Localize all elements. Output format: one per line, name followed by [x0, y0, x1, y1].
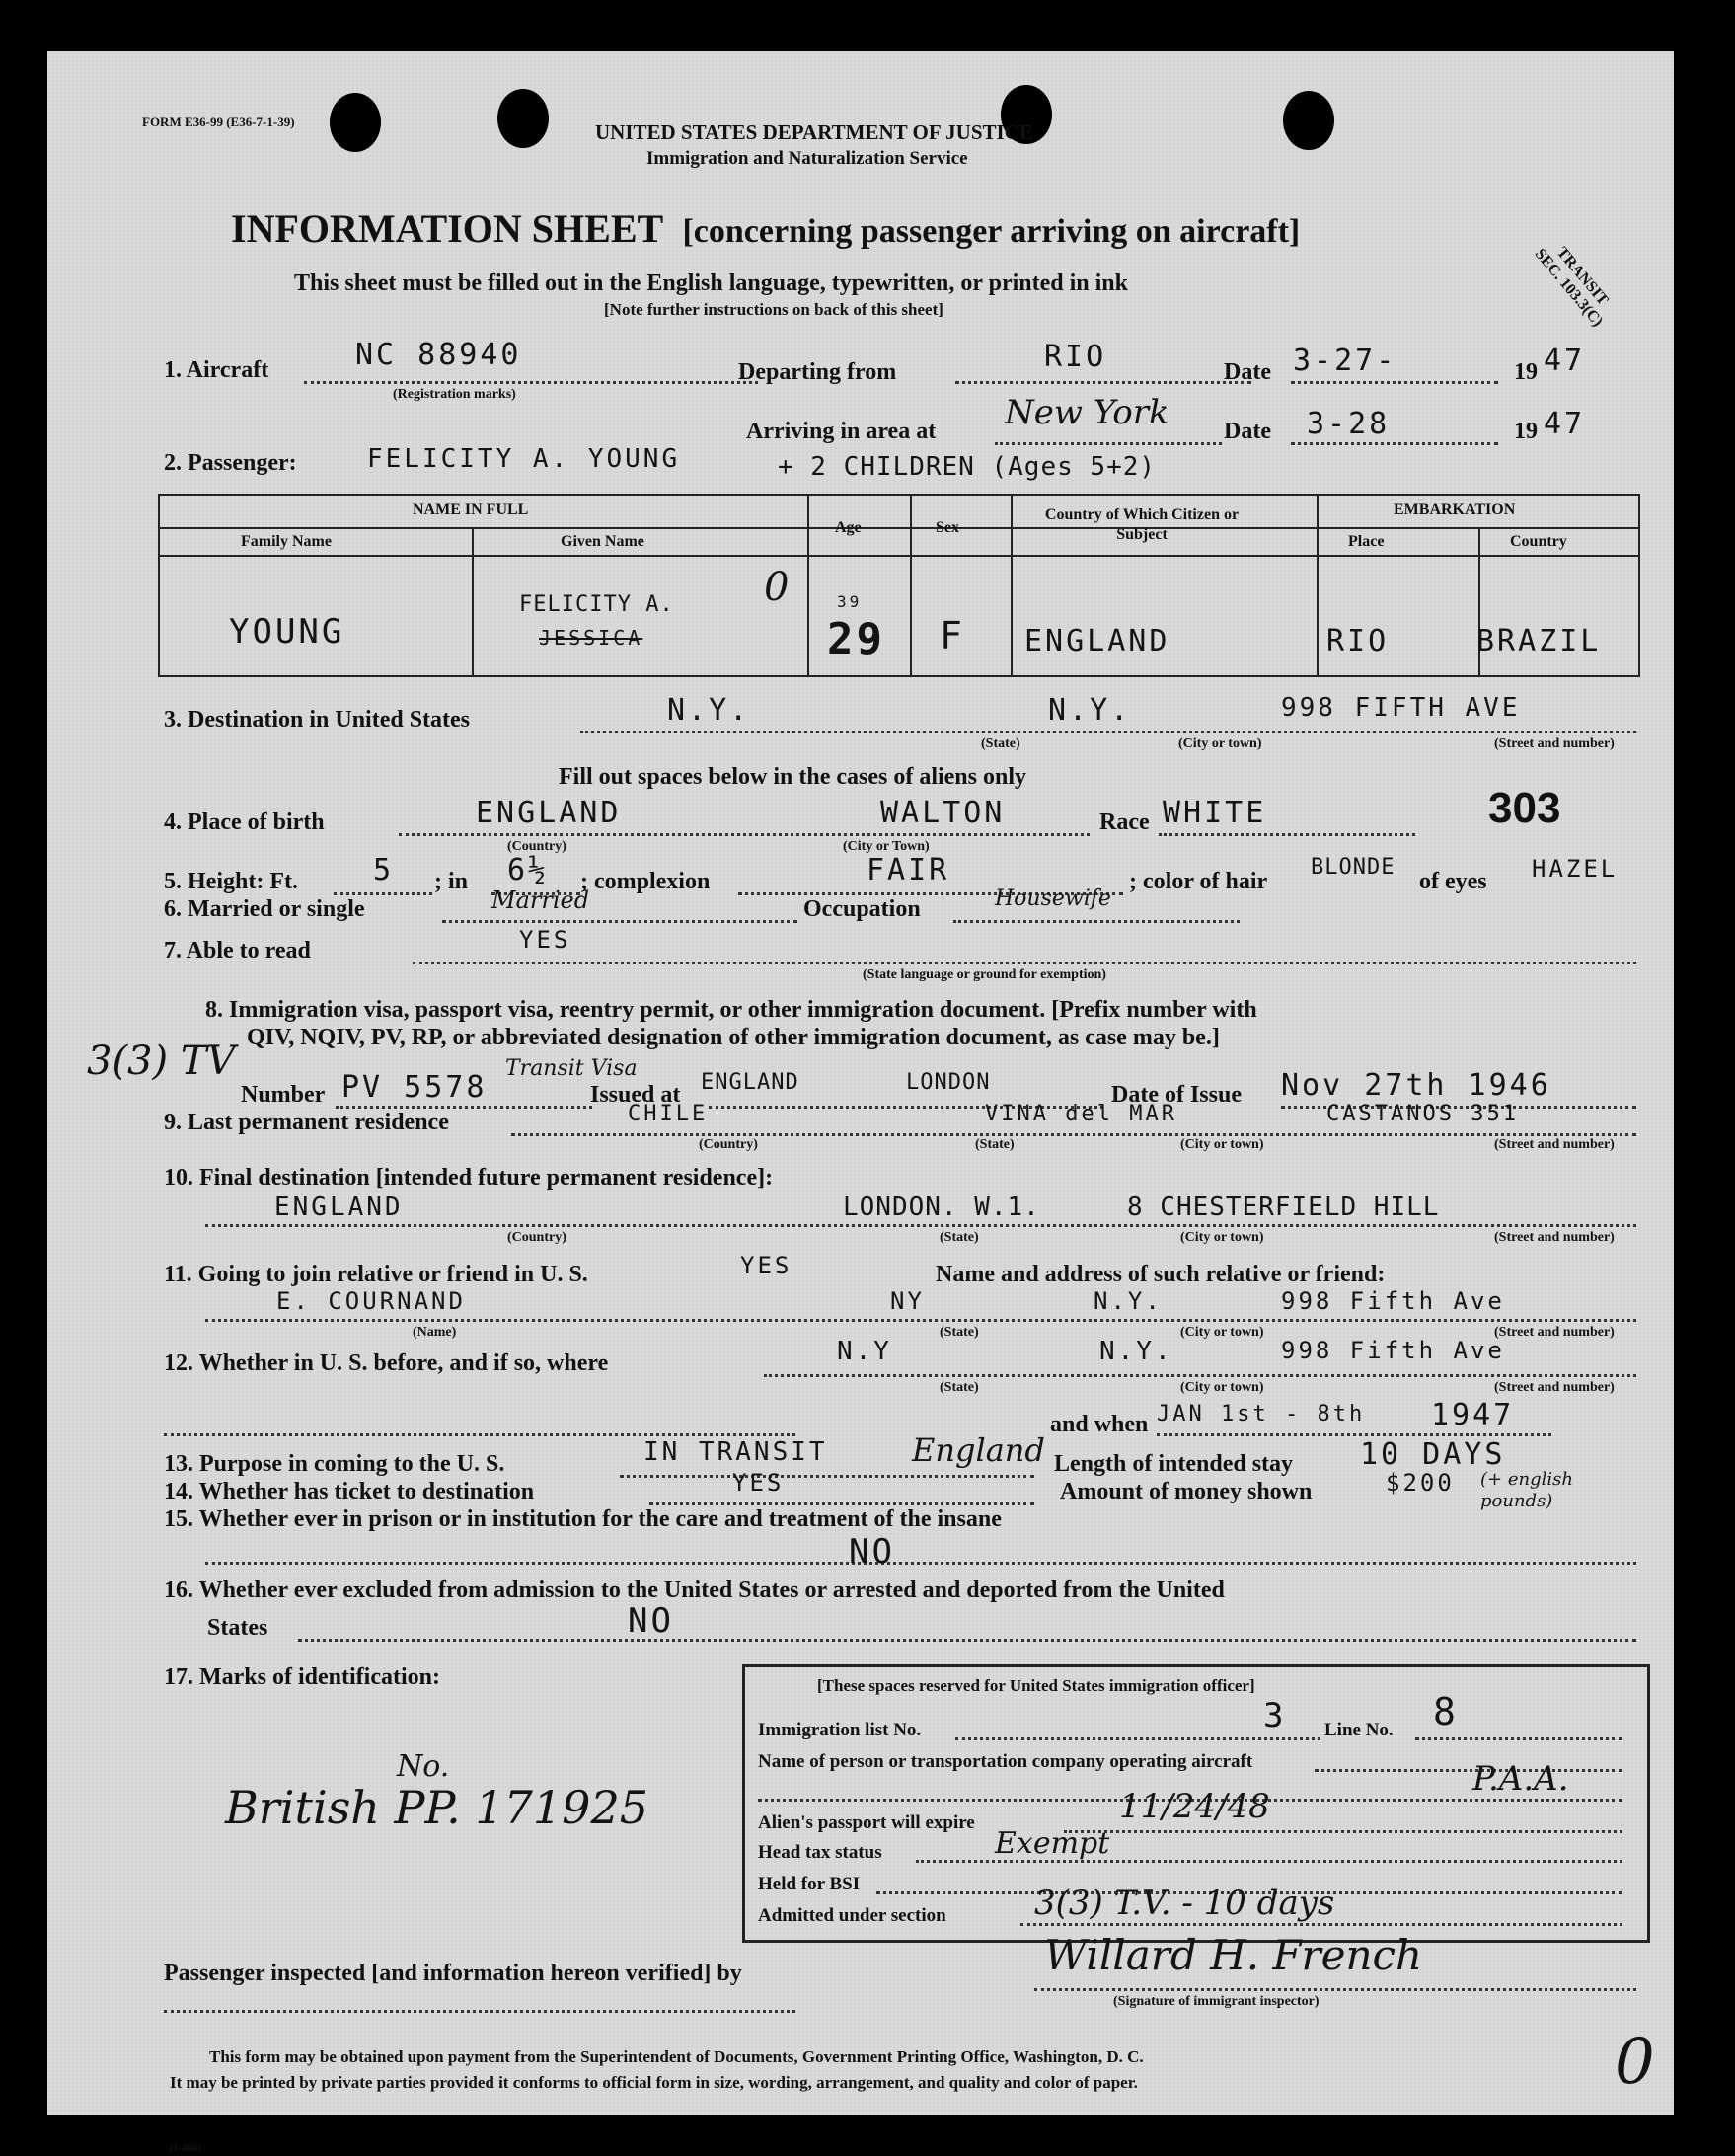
- field-line: [1415, 1737, 1622, 1740]
- family-name-value: YOUNG: [229, 612, 345, 652]
- label-passport-expire: Alien's passport will expire: [758, 1812, 975, 1833]
- issued-city-value: LONDON: [906, 1070, 991, 1095]
- th-embarkation: EMBARKATION: [1394, 501, 1516, 518]
- field-line: [1159, 833, 1415, 836]
- label-eyes: of eyes: [1419, 869, 1487, 894]
- passport-expire-value: 11/24/48: [1119, 1787, 1270, 1826]
- residence-street-value: CASTANOS 351: [1326, 1102, 1519, 1126]
- th-given-name: Given Name: [561, 533, 644, 550]
- label-admitted: Admitted under section: [758, 1905, 946, 1926]
- footer-line-2: It may be printed by private parties provided it conforms to official form in size, wording, arrangement, and quality and color of paper.: [170, 2073, 1138, 2092]
- field-line: [205, 1562, 1636, 1565]
- birth-country-value: ENGLAND: [476, 796, 622, 830]
- caption-city: (City or town): [1180, 1380, 1264, 1395]
- label-stay: Length of intended stay: [1054, 1451, 1294, 1477]
- officer-box-heading: [These spaces reserved for United States immigration officer]: [817, 1676, 1255, 1695]
- caption-signature: (Signature of immigrant inspector): [1113, 1994, 1320, 2009]
- label-date: Date: [1224, 359, 1271, 385]
- arriving-value: New York: [1005, 393, 1169, 432]
- occupation-value: Housewife: [995, 886, 1111, 911]
- label-prison: 15. Whether ever in prison or in institution for the care and treatment of the insane: [164, 1506, 1002, 1532]
- operator-value: P.A.A.: [1472, 1759, 1569, 1799]
- given-name-struck: JESSICA: [539, 626, 643, 650]
- field-line: [336, 1106, 592, 1109]
- label-final-destination: 10. Final destination [intended future permanent residence]:: [164, 1165, 774, 1191]
- aliens-only-heading: Fill out spaces below in the cases of aliens only: [559, 764, 1027, 790]
- label-inspected: Passenger inspected [and information hereon verified] by: [164, 1961, 742, 1986]
- field-line: [955, 381, 1251, 384]
- friend-street-value: 998 Fifth Ave: [1281, 1287, 1505, 1315]
- admitted-value: 3(3) T.V. - 10 days: [1034, 1884, 1335, 1923]
- birth-city-value: WALTON: [880, 796, 1006, 830]
- label-date-of-issue: Date of Issue: [1111, 1082, 1242, 1108]
- instruction-note: [Note further instructions on back of this sheet]: [604, 300, 943, 319]
- read-value: YES: [519, 926, 571, 954]
- label-passenger: 2. Passenger:: [164, 450, 297, 476]
- label-purpose: 13. Purpose in coming to the U. S.: [164, 1451, 505, 1477]
- caption-street: (Street and number): [1494, 1380, 1615, 1395]
- money-note: (+ english pounds): [1480, 1469, 1573, 1511]
- eyes-value: HAZEL: [1532, 855, 1619, 883]
- label-join: 11. Going to join relative or friend in U. S.: [164, 1262, 588, 1287]
- caption-state: (State): [940, 1380, 979, 1395]
- label-occupation: Occupation: [803, 896, 921, 922]
- caption-city-town: (City or Town): [843, 839, 930, 854]
- bottom-mark: 0: [1615, 2026, 1655, 2099]
- field-line: [334, 892, 432, 895]
- age-correction: 39: [837, 592, 863, 611]
- stay-value: 10 DAYS: [1360, 1437, 1506, 1472]
- label-money: Amount of money shown: [1060, 1479, 1313, 1504]
- form-number: (I-466): [170, 2142, 201, 2154]
- label-excluded-2: States: [207, 1615, 268, 1641]
- label-year: 19: [1514, 419, 1538, 444]
- caption-city: (City or town): [1178, 736, 1262, 751]
- label-married: 6. Married or single: [164, 896, 365, 922]
- field-line: [1020, 1923, 1622, 1926]
- th-country: Country: [1510, 533, 1567, 550]
- field-line: [955, 1737, 1320, 1740]
- label-visa-2: QIV, NQIV, PV, RP, or abbreviated designation of other immigration document, as case may be.]: [247, 1025, 1220, 1050]
- punch-hole: [330, 93, 381, 152]
- field-line: [1291, 442, 1498, 445]
- title-main: INFORMATION SHEET: [231, 206, 663, 251]
- th-family-name: Family Name: [241, 533, 332, 550]
- label-date: Date: [1224, 419, 1271, 444]
- form-sheet: [47, 51, 1674, 2154]
- label-marks: 17. Marks of identification:: [164, 1664, 440, 1690]
- field-line: [511, 1133, 1636, 1136]
- th-age: Age: [835, 519, 862, 536]
- residence-city-value: VINA del MAR: [985, 1102, 1177, 1126]
- field-line: [1064, 1830, 1622, 1833]
- corner-mark: 0: [764, 565, 790, 610]
- dep-year-value: 47: [1544, 344, 1586, 378]
- caption-state: (State): [940, 1230, 979, 1245]
- dest-street-value: 998 FIFTH AVE: [1281, 693, 1521, 723]
- label-issued-at: Issued at: [590, 1082, 681, 1108]
- sheet-number: 303: [1488, 784, 1561, 832]
- name-table: [158, 494, 1640, 677]
- label-operator: Name of person or transportation company operating aircraft: [758, 1751, 1253, 1772]
- label-hair: ; color of hair: [1129, 869, 1268, 894]
- imm-list-value: 3: [1263, 1696, 1287, 1735]
- issue-date-value: Nov 27th 1946: [1281, 1068, 1551, 1103]
- race-value: WHITE: [1163, 796, 1267, 830]
- field-line: [953, 920, 1240, 923]
- friend-state-value: NY: [890, 1287, 925, 1315]
- label-race: Race: [1099, 809, 1150, 835]
- field-line: [399, 833, 1090, 836]
- embarkation-country-value: BRAZIL: [1476, 624, 1602, 658]
- field-line: [1291, 381, 1498, 384]
- departing-value: RIO: [1044, 340, 1107, 374]
- service-title: Immigration and Naturalization Service: [646, 148, 968, 169]
- height-ft-value: 5: [373, 853, 395, 887]
- field-line: [580, 731, 1636, 733]
- label-line-no: Line No.: [1324, 1720, 1394, 1740]
- field-line: [205, 1319, 1636, 1322]
- prison-value: NO: [849, 1532, 895, 1572]
- visa-number-value: PV 5578: [341, 1070, 488, 1105]
- label-height: 5. Height: Ft.: [164, 869, 298, 894]
- form-code: FORM E36-99 (E36-7-1-39): [142, 115, 295, 129]
- final-street-value: 8 CHESTERFIELD HILL: [1127, 1193, 1440, 1222]
- field-line: [764, 1374, 1636, 1377]
- residence-country-value: CHILE: [628, 1102, 709, 1126]
- complexion-value: FAIR: [867, 853, 950, 887]
- label-in: ; in: [434, 869, 469, 894]
- caption-state-language: (State language or ground for exemption): [863, 967, 1106, 982]
- citizen-value: ENGLAND: [1024, 624, 1170, 658]
- th-name-in-full: NAME IN FULL: [413, 501, 529, 518]
- label-and-when: and when: [1050, 1412, 1149, 1437]
- age-value: 29: [827, 614, 885, 664]
- footer-line-1: This form may be obtained upon payment from the Superintendent of Documents, Government Printing Office, Washington, D. C.: [209, 2047, 1144, 2066]
- final-city-value: LONDON. W.1.: [843, 1193, 1040, 1222]
- height-in-value: 6½: [507, 853, 550, 887]
- caption-country: (Country): [699, 1137, 758, 1152]
- married-value: Married: [491, 886, 590, 914]
- field-line: [995, 442, 1222, 445]
- dep-date-value: 3-27-: [1293, 344, 1397, 378]
- hair-value: BLONDE: [1311, 855, 1396, 880]
- field-line: [1315, 1769, 1622, 1772]
- label-imm-list: Immigration list No.: [758, 1720, 922, 1740]
- purpose-value: IN TRANSIT: [643, 1437, 828, 1467]
- dest-state-value: N.Y.: [667, 693, 751, 728]
- caption-state: (State): [975, 1137, 1015, 1152]
- passenger-extra-value: + 2 CHILDREN (Ages 5+2): [778, 452, 1157, 482]
- th-country-citizen: Country of Which Citizen or Subject: [1044, 506, 1240, 543]
- aircraft-value: NC 88940: [355, 338, 522, 372]
- caption-state: (State): [940, 1325, 979, 1340]
- field-line: [205, 1224, 1636, 1227]
- field-line: [413, 962, 1636, 964]
- excluded-value: NO: [628, 1601, 674, 1641]
- marks-note: No.: [397, 1749, 450, 1784]
- title-suffix: [concerning passenger arriving on aircraft]: [682, 213, 1301, 250]
- caption-country: (Country): [507, 1230, 566, 1245]
- marks-value: British PP. 171925: [225, 1781, 648, 1834]
- caption-city: (City or town): [1180, 1325, 1264, 1340]
- before-city-value: N.Y.: [1099, 1337, 1173, 1366]
- passenger-value: FELICITY A. YOUNG: [367, 444, 681, 474]
- label-last-residence: 9. Last permanent residence: [164, 1110, 449, 1135]
- label-departing: Departing from: [738, 359, 897, 385]
- caption-state: (State): [981, 736, 1020, 751]
- field-line: [442, 920, 797, 923]
- money-value: $200: [1386, 1469, 1455, 1497]
- punch-hole: [1283, 91, 1334, 150]
- line-no-value: 8: [1433, 1690, 1459, 1733]
- department-title: UNITED STATES DEPARTMENT OF JUSTICE: [595, 120, 1033, 144]
- final-country-value: ENGLAND: [274, 1193, 404, 1222]
- label-aircraft: 1. Aircraft: [164, 357, 269, 383]
- before-state-value: N.Y: [837, 1337, 892, 1366]
- label-birth: 4. Place of birth: [164, 809, 325, 835]
- caption-country: (Country): [507, 839, 566, 854]
- before-when-value: JAN 1st - 8th: [1157, 1402, 1366, 1426]
- caption-street: (Street and number): [1494, 1230, 1615, 1245]
- label-ticket: 14. Whether has ticket to destination: [164, 1479, 535, 1504]
- field-line: [164, 2010, 795, 2013]
- label-read: 7. Able to read: [164, 938, 311, 963]
- friend-name-value: E. COURNAND: [276, 1287, 466, 1315]
- label-excluded-1: 16. Whether ever excluded from admission to the United States or arrested and deported from the United: [164, 1578, 1225, 1603]
- field-line: [304, 381, 758, 384]
- field-line: [1157, 1433, 1551, 1436]
- caption-street: (Street and number): [1494, 736, 1615, 751]
- label-year: 19: [1514, 359, 1538, 385]
- th-sex: Sex: [936, 519, 959, 536]
- label-before: 12. Whether in U. S. before, and if so, where: [164, 1350, 609, 1376]
- label-arriving: Arriving in area at: [746, 419, 937, 444]
- label-number: Number: [241, 1082, 326, 1108]
- page-title: [231, 205, 1300, 252]
- transit-stamp: TRANSIT SEC. 103.3(C): [1531, 244, 1612, 331]
- arr-date-value: 3-28: [1307, 407, 1391, 441]
- given-name-value: FELICITY A.: [519, 592, 674, 617]
- arr-year-value: 47: [1544, 407, 1586, 441]
- field-line: [1034, 1988, 1636, 1991]
- ticket-value: YES: [732, 1469, 785, 1497]
- field-line: [620, 1475, 1034, 1478]
- th-place: Place: [1348, 533, 1385, 550]
- issued-country-value: ENGLAND: [701, 1070, 799, 1095]
- label-held-bsi: Held for BSI: [758, 1874, 861, 1894]
- field-line: [649, 1502, 1034, 1505]
- caption-street: (Street and number): [1494, 1325, 1615, 1340]
- caption-name: (Name): [413, 1325, 457, 1340]
- label-reg-marks: (Registration marks): [393, 387, 516, 402]
- dest-city-value: N.Y.: [1048, 693, 1132, 728]
- visa-note: Transit Visa: [505, 1056, 638, 1081]
- margin-note: 3(3) TV: [87, 1039, 236, 1084]
- friend-city-value: N.Y.: [1094, 1287, 1163, 1315]
- label-visa-1: 8. Immigration visa, passport visa, reentry permit, or other immigration document. [Prefix number with: [205, 997, 1257, 1023]
- before-street-value: 998 Fifth Ave: [1281, 1337, 1505, 1364]
- punch-hole: [497, 89, 549, 148]
- head-tax-value: Exempt: [995, 1826, 1110, 1861]
- field-line: [298, 1639, 1636, 1642]
- label-head-tax: Head tax status: [758, 1842, 882, 1863]
- join-value: YES: [740, 1252, 792, 1279]
- purpose-note: England: [912, 1431, 1045, 1469]
- sex-value: F: [940, 614, 965, 657]
- subtitle: This sheet must be filled out in the English language, typewritten, or printed in ink: [294, 270, 1128, 296]
- before-year-value: 1947: [1431, 1398, 1515, 1432]
- inspector-signature: Willard H. French: [1044, 1931, 1423, 1979]
- label-destination: 3. Destination in United States: [164, 707, 471, 732]
- caption-street: (Street and number): [1494, 1137, 1615, 1152]
- caption-city: (City or town): [1180, 1137, 1264, 1152]
- caption-city: (City or town): [1180, 1230, 1264, 1245]
- label-complexion: ; complexion: [580, 869, 711, 894]
- embarkation-place-value: RIO: [1326, 624, 1390, 658]
- label-name-address: Name and address of such relative or friend:: [936, 1262, 1386, 1287]
- field-line: [164, 1433, 795, 1436]
